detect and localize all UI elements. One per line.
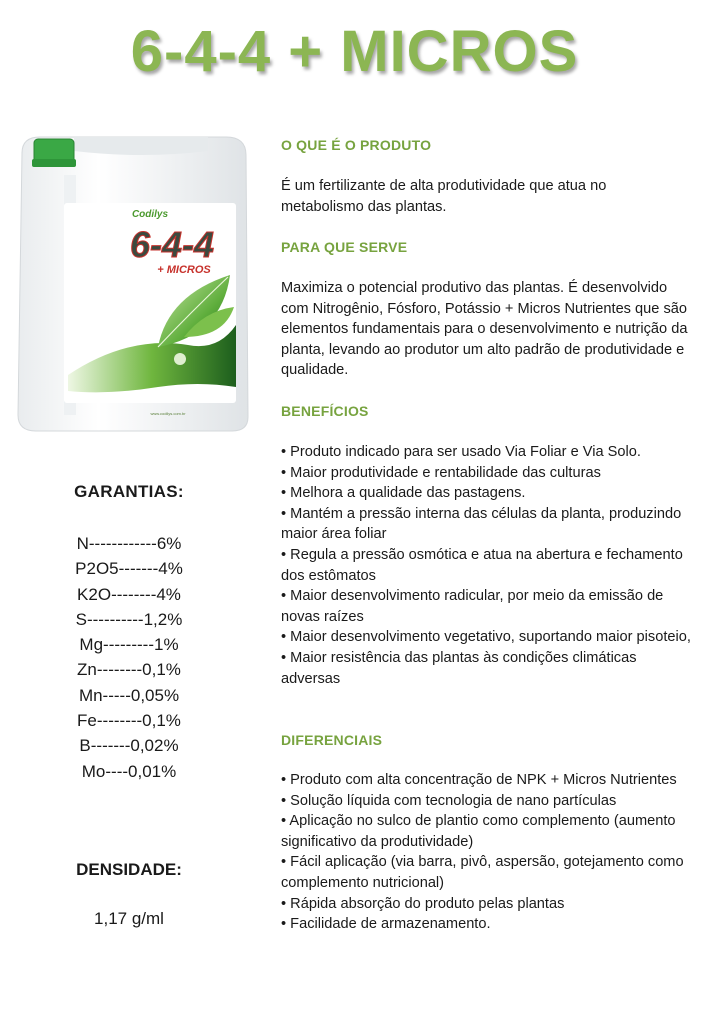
section-title-para-que-serve: PARA QUE SERVE xyxy=(281,239,408,255)
beneficios-list xyxy=(281,442,691,689)
garantias-heading: GARANTIAS: xyxy=(74,482,184,501)
beneficio-item: • Maior desenvolvimento radicular, por meio da emissão de novas raízes xyxy=(281,588,664,625)
jug-brand-logo: Codilys xyxy=(131,209,169,220)
diferencial-item: • Fácil aplicação (via barra, pivô, aspersão, gotejamento como complemento nutricional) xyxy=(281,854,684,891)
diferencial-item: • Rápida absorção do produto pelas plantas xyxy=(281,895,565,912)
beneficio-item: • Maior desenvolvimento vegetativo, suportando maior pisoteio, xyxy=(281,629,691,646)
diferencial-item: • Facilidade de armazenamento. xyxy=(281,916,491,933)
beneficio-item: • Maior resistência das plantas às condições climáticas adversas xyxy=(281,649,637,687)
garantia-item-mo: Mo----0,01% xyxy=(81,761,177,781)
garantia-item-k2o: K2O--------4% xyxy=(77,584,181,604)
section-text-para-que-serve: Maximiza o potencial produtivo das plantas. É desenvolvido com Nitrogênio, Fósforo, Potássio + Micros Nutrientes que são elementos fundamentais para o desenvolvimento e nutrição da planta, levando ao produtor um alto padrão de produtividade e qualidade. xyxy=(281,280,688,379)
garantia-item-zn: Zn--------0,1% xyxy=(77,660,181,680)
section-title-diferenciais: DIFERENCIAIS xyxy=(281,732,383,748)
garantia-item-mn: Mn-----0,05% xyxy=(78,685,180,705)
beneficio-item: • Melhora a qualidade das pastagens. xyxy=(281,485,526,502)
beneficio-item: • Maior produtividade e rentabilidade das culturas xyxy=(281,464,601,481)
diferenciais-list xyxy=(281,770,691,935)
garantia-item-b: B-------0,02% xyxy=(79,736,179,756)
diferencial-item: • Solução líquida com tecnologia de nano partículas xyxy=(281,792,617,809)
beneficio-item: • Mantém a pressão interna das células da planta, produzindo maior área foliar xyxy=(281,505,682,543)
densidade-heading: DENSIDADE: xyxy=(76,860,182,879)
garantia-item-s: S----------1,2% xyxy=(75,609,183,629)
garantia-item-p2o5: P2O5-------4% xyxy=(75,559,183,579)
beneficio-item: • Regula a pressão osmótica e atua na abertura e fechamento dos estômatos xyxy=(281,546,683,584)
product-jug-image xyxy=(8,125,260,437)
section-title-o-que-e: O QUE É O PRODUTO xyxy=(281,137,432,153)
jug-label-main: 6-4-4 xyxy=(129,224,215,265)
garantias-list xyxy=(0,531,258,784)
garantia-item-mg: Mg---------1% xyxy=(79,635,179,655)
beneficio-item: • Produto indicado para ser usado Via Foliar e Via Solo. xyxy=(281,444,641,460)
page-title: 6-4-4 + MICROS xyxy=(130,19,579,84)
densidade-value: 1,17 g/ml xyxy=(94,909,164,928)
diferencial-item: • Produto com alta concentração de NPK + Micros Nutrientes xyxy=(281,772,677,788)
diferencial-item: • Aplicação no sulco de plantio como complemento (aumento significativo da produtividade) xyxy=(281,813,676,850)
svg-text:www.codilys.com.br: www.codilys.com.br xyxy=(150,411,186,416)
section-text-o-que-e: É um fertilizante de alta produtividade que atua no metabolismo das plantas. xyxy=(281,178,607,215)
garantia-item-n: N------------6% xyxy=(76,534,182,553)
garantia-item-fe: Fe--------0,1% xyxy=(77,711,181,731)
section-title-beneficios: BENEFÍCIOS xyxy=(281,403,369,419)
jug-label-sub: + MICROS xyxy=(157,264,211,276)
